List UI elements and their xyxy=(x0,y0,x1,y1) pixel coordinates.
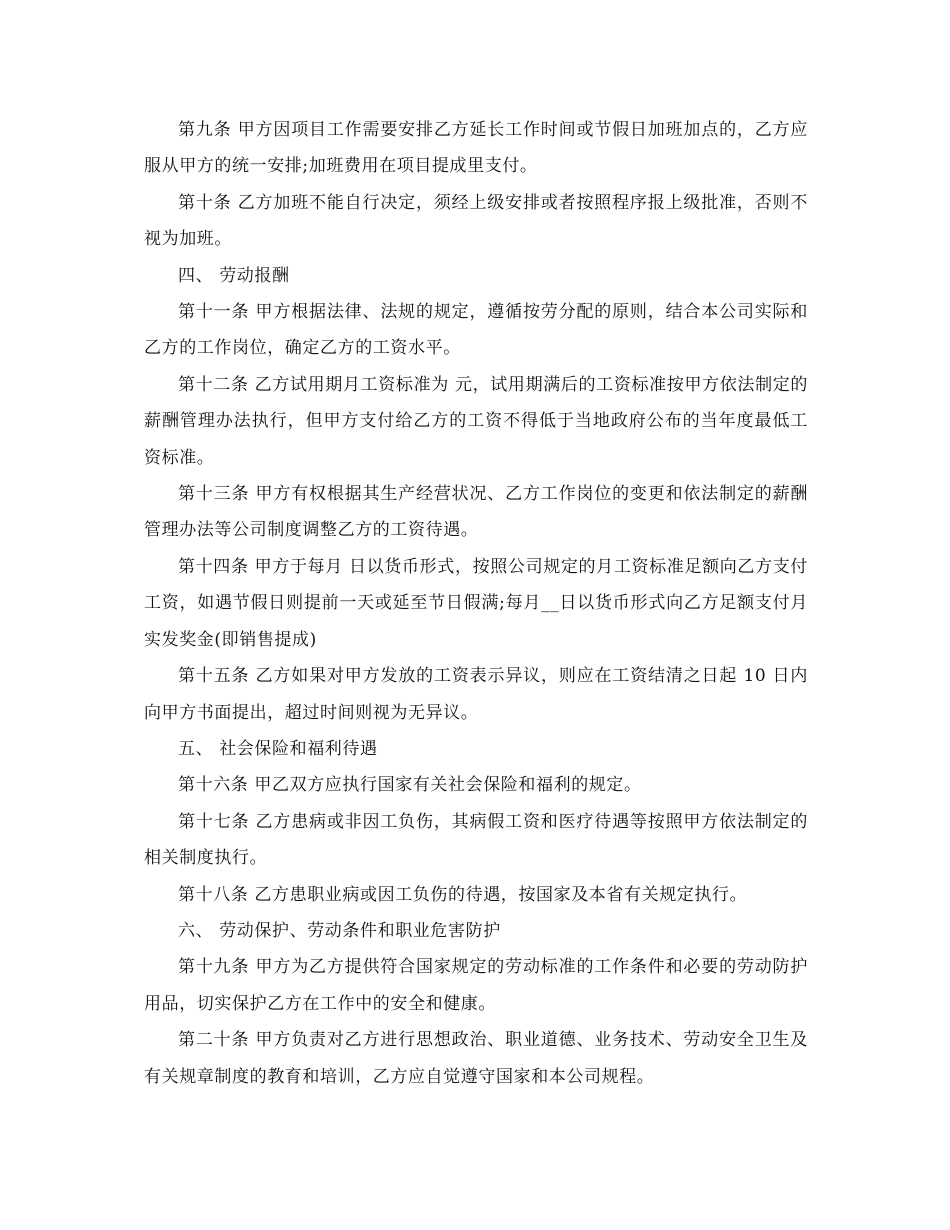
article-10: 第十条 乙方加班不能自行决定，须经上级安排或者按照程序报上级批准，否则不视为加班。 xyxy=(144,192,808,250)
article-13: 第十三条 甲方有权根据其生产经营状况、乙方工作岗位的变更和依法制定的薪酬管理办法等公司制度调整乙方的工资待遇。 xyxy=(144,484,808,541)
article-15: 第十五条 乙方如果对甲方发放的工资表示异议，则应在工资结清之日起 10 日内向甲方书面提出，超过时间则视为无异议。 xyxy=(144,666,808,723)
section-heading-labor-remuneration: 四、 劳动报酬 xyxy=(178,265,290,286)
article-12: 第十二条 乙方试用期月工资标准为 元，试用期满后的工资标准按甲方依法制定的薪酬管理办法执行，但甲方支付给乙方的工资不得低于当地政府公布的当年度最低工资标准。 xyxy=(144,374,808,468)
article-17: 第十七条 乙方患病或非因工负伤，其病假工资和医疗待遇等按照甲方依法制定的相关制度执行。 xyxy=(144,811,808,869)
section-heading-social-insurance: 五、 社会保险和福利待遇 xyxy=(178,738,378,759)
article-19: 第十九条 甲方为乙方提供符合国家规定的劳动标准的工作条件和必要的劳动防护用品，切实保护乙方在工作中的安全和健康。 xyxy=(144,957,808,1014)
article-11: 第十一条 甲方根据法律、法规的规定，遵循按劳分配的原则，结合本公司实际和乙方的工作岗位，确定乙方的工资水平。 xyxy=(144,302,808,359)
article-16: 第十六条 甲乙双方应执行国家有关社会保险和福利的规定。 xyxy=(178,775,642,796)
section-heading-labor-protection: 六、 劳动保护、劳动条件和职业危害防护 xyxy=(178,920,501,941)
article-9: 第九条 甲方因项目工作需要安排乙方延长工作时间或节假日加班加点的，乙方应服从甲方的统一安排;加班费用在项目提成里支付。 xyxy=(144,120,808,177)
document-body xyxy=(144,112,808,1095)
article-20: 第二十条 甲方负责对乙方进行思想政治、职业道德、业务技术、劳动安全卫生及有关规章制度的教育和培训，乙方应自觉遵守国家和本公司规程。 xyxy=(144,1030,808,1087)
article-14: 第十四条 甲方于每月 日以货币形式，按照公司规定的月工资标准足额向乙方支付工资，如遇节假日则提前一天或延至节日假满;每月__日以货币形式向乙方足额支付月实发奖金(即销售提成) xyxy=(144,556,808,650)
article-18: 第十八条 乙方患职业病或因工负伤的待遇，按国家及本省有关规定执行。 xyxy=(178,884,748,905)
